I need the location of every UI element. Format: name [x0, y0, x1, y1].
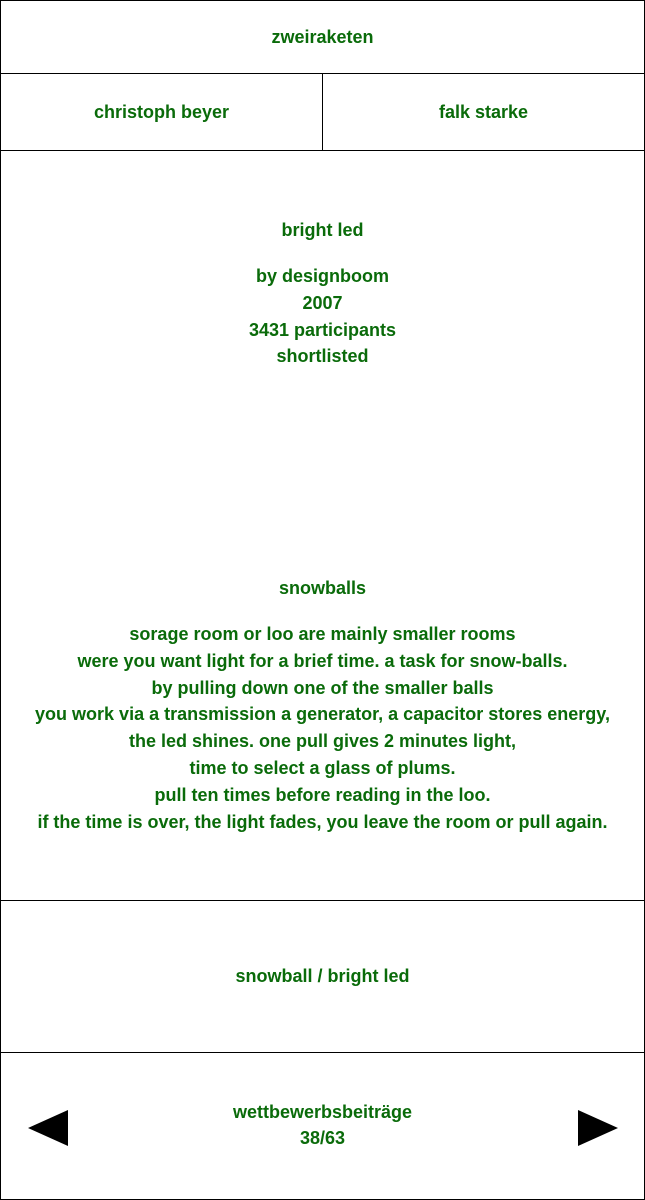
description-line: were you want light for a brief time. a task for snow-balls.	[77, 650, 568, 671]
entry-content	[1, 151, 644, 901]
competition-participants: 3431 participants	[248, 319, 397, 340]
entry-counter: 38/63	[299, 1128, 346, 1148]
project-description	[1, 621, 644, 835]
competition-title: bright led	[281, 220, 364, 240]
description-line: sorage room or loo are mainly smaller rooms	[129, 624, 516, 644]
section-link-wettbewerbsbeitraege[interactable]: wettbewerbsbeiträge	[232, 1102, 413, 1122]
description-line: the led shines. one pull gives 2 minutes light,	[128, 731, 517, 752]
site-title-link[interactable]: zweiraketen	[271, 26, 374, 47]
right-triangle-arrow-icon	[577, 1108, 619, 1148]
project-title: snowballs	[278, 578, 367, 598]
designer-link-christoph-beyer[interactable]: christoph beyer	[93, 101, 230, 122]
designer-link-falk-starke[interactable]: falk starke	[438, 101, 529, 122]
site-header	[1, 1, 644, 74]
competition-organizer: by designboom	[255, 266, 389, 286]
description-line: by pulling down one of the smaller balls	[151, 677, 494, 698]
pagination-info	[1, 1099, 644, 1151]
competition-year: 2007	[302, 292, 343, 313]
description-line: you work via a transmission a generator, a capacitor stores energy,	[35, 704, 610, 725]
designer-names-bar	[1, 74, 644, 151]
designer-right-cell	[323, 74, 644, 150]
image-caption: snowball / bright led	[235, 966, 410, 986]
competition-details	[1, 263, 644, 370]
pagination-bar	[1, 1053, 644, 1199]
next-entry-button[interactable]	[577, 1108, 619, 1148]
description-line: if the time is over, the light fades, you leave the room or pull again.	[37, 811, 608, 832]
description-line: time to select a glass of plums.	[189, 757, 456, 778]
description-line: pull ten times before reading in the loo.	[154, 784, 491, 805]
designer-left-cell	[1, 74, 323, 150]
competition-status: shortlisted	[276, 346, 369, 367]
image-caption-bar	[1, 901, 644, 1053]
